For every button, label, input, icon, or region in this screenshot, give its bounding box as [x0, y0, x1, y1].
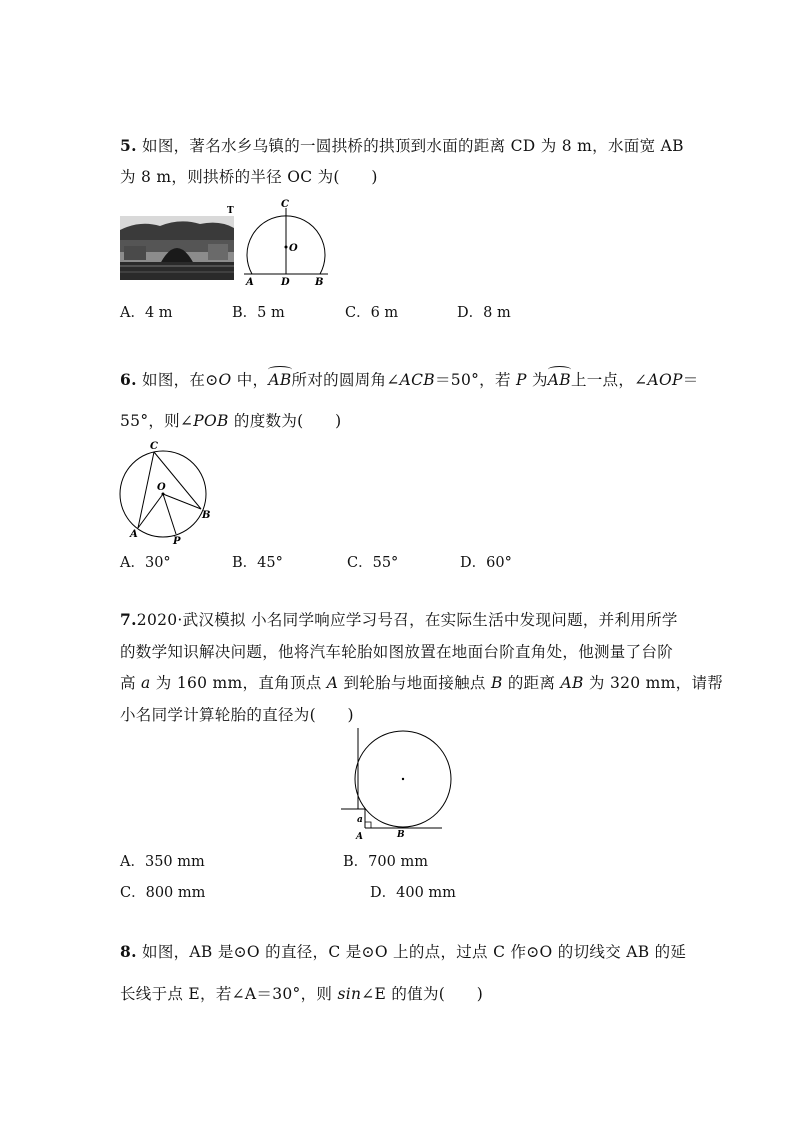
q6-option-d[interactable]: D．60° [460, 555, 512, 571]
q6-var-ACB: ACB [399, 371, 435, 389]
q8-sin: sin [337, 985, 362, 1003]
q5-text-2: 为 8 m，则拱桥的半径 OC 为( ) [120, 168, 378, 186]
q6-line1 [120, 368, 699, 390]
q6-var-AOP: AOP [647, 371, 683, 389]
q6-text: 为 [526, 371, 548, 389]
q7-option-c[interactable]: C．800 mm [120, 885, 206, 901]
q6-label-A: A [130, 529, 138, 540]
q7-option-b[interactable]: B．700 mm [343, 854, 428, 870]
q6-number: 6. [120, 370, 137, 389]
q7-line1 [120, 608, 678, 630]
q6-text: 中， [231, 371, 269, 389]
q5-label-C: C [281, 199, 289, 210]
q8-number: 8. [120, 942, 137, 961]
q5-label-B: B [315, 277, 324, 288]
q6-text: 的度数为( ) [228, 412, 342, 430]
q7-option-a[interactable]: A．350 mm [120, 854, 205, 870]
q8-line1 [120, 940, 686, 962]
q7-line3 [120, 671, 723, 693]
q6-var-O: O [218, 371, 232, 389]
q7-text-1: 2020·武汉模拟 小名同学响应学习号召，在实际生活中发现问题，并利用所学 [136, 611, 678, 629]
q5-text-1: 如图，著名水乡乌镇的一圆拱桥的拱顶到水面的距离 CD 为 8 m，水面宽 AB [142, 137, 684, 155]
q7-line4 [120, 703, 354, 725]
q7-text: 的距离 [502, 674, 561, 692]
q6-line2 [120, 409, 341, 431]
q8-text: ∠E 的值为( ) [361, 985, 484, 1003]
q7-text: 为 160 mm，直角顶点 [150, 674, 327, 692]
q5-label-A: A [246, 277, 254, 288]
q6-label-B: B [202, 510, 211, 521]
q7-text-2: 的数学知识解决问题，他将汽车轮胎如图放置在地面台阶直角处，他测量了台阶 [120, 643, 674, 661]
q7-var-a: a [141, 674, 151, 692]
q7-tire-diagram [338, 728, 478, 848]
q7-label-B: B [397, 830, 405, 840]
q5-arch-diagram [240, 198, 340, 292]
q7-text-4: 小名同学计算轮胎的直径为( ) [120, 706, 354, 724]
photo-mark-label: T [227, 206, 234, 215]
q6-label-C: C [150, 441, 158, 452]
q6-option-c[interactable]: C．55° [347, 555, 399, 571]
q6-var-P: P [516, 371, 527, 389]
q8-line2 [120, 982, 483, 1004]
q6-text: 上一点，∠ [570, 371, 648, 389]
q5-option-d[interactable]: D．8 m [457, 305, 511, 321]
q8-text-1: 如图，AB 是⊙O 的直径，C 是⊙O 上的点，过点 C 作⊙O 的切线交 AB 的延 [142, 943, 687, 961]
q6-text: 55°，则∠ [120, 412, 194, 430]
q7-label-a: a [357, 815, 363, 825]
q6-option-a[interactable]: A．30° [120, 555, 171, 571]
q5-number: 5. [120, 136, 137, 155]
q7-option-d[interactable]: D．400 mm [370, 885, 456, 901]
q5-line1 [120, 134, 684, 156]
q6-option-b[interactable]: B．45° [232, 555, 283, 571]
q7-text: 到轮胎与地面接触点 [338, 674, 491, 692]
q6-arc-AB: AB [268, 371, 291, 389]
q7-var-B: B [490, 674, 503, 692]
q6-text: ＝50°，若 [434, 371, 516, 389]
q7-number: 7. [120, 610, 137, 629]
q5-option-c[interactable]: C．6 m [345, 305, 399, 321]
q6-text: ＝ [682, 371, 699, 389]
q6-text: 如图，在⊙ [142, 371, 219, 389]
q7-text: 高 [120, 674, 142, 692]
q5-label-O: O [289, 243, 298, 254]
q7-var-A: A [326, 674, 339, 692]
q5-option-b[interactable]: B．5 m [232, 305, 285, 321]
q6-circle-diagram [116, 436, 216, 550]
photo-mark [226, 200, 238, 219]
q6-var-POB: POB [193, 412, 229, 430]
q6-label-O: O [157, 482, 166, 493]
q7-text: 为 320 mm，请帮 [583, 674, 724, 692]
q6-text: 所对的圆周角∠ [291, 371, 400, 389]
q5-label-D: D [281, 277, 290, 288]
q7-var-AB: AB [560, 674, 584, 692]
q8-text: 长线于点 E，若∠A＝30°，则 [120, 985, 338, 1003]
q5-option-a[interactable]: A．4 m [120, 305, 173, 321]
q7-line2 [120, 640, 673, 662]
q6-label-P: P [173, 536, 181, 546]
q5-line2 [120, 165, 378, 187]
q7-label-A: A [356, 832, 363, 842]
bridge-photo [120, 216, 234, 280]
q6-arc-AB-2: AB [548, 371, 571, 389]
